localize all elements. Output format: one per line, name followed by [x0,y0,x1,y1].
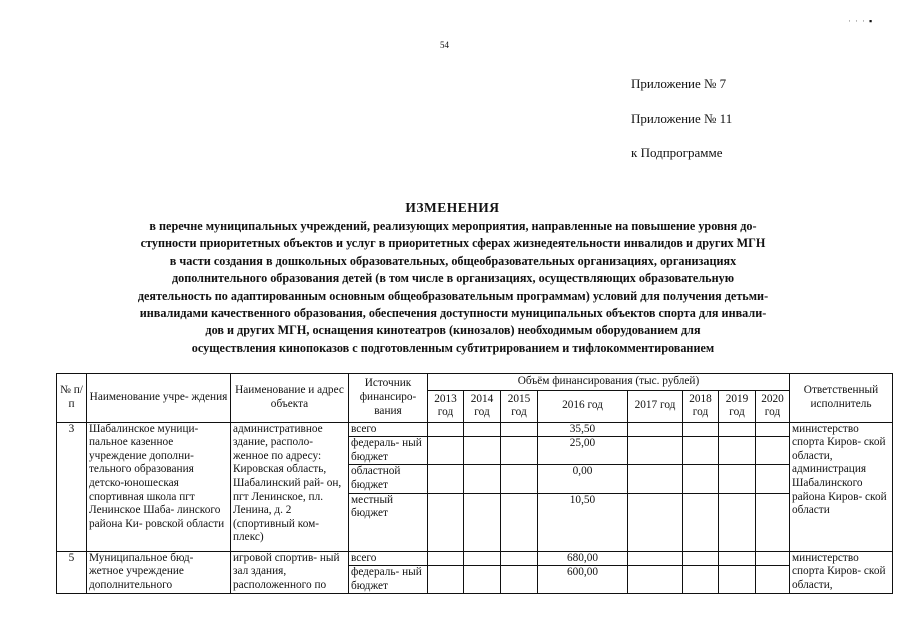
table-row [57,551,893,566]
header-year: 2017 год [628,390,683,422]
scan-dot: · [862,16,869,26]
value-cell: 25,00 [538,437,628,465]
source-name: всего [349,551,428,566]
value-cell [501,551,538,566]
value-cell [628,551,683,566]
value-cell [719,465,756,493]
subtitle-line: деятельность по адаптированным основным общеобразовательным программам) условий для получения детьми- [137,288,769,303]
source-name: федераль- ный бюджет [349,437,428,465]
value-cell [428,551,464,566]
value-cell [683,551,719,566]
value-cell: 0,00 [538,465,628,493]
value-cell [464,437,501,465]
value-cell: 680,00 [538,551,628,566]
row-num: 5 [57,551,87,594]
value-cell [501,566,538,594]
value-cell [683,566,719,594]
header-year: 2018 год [683,390,719,422]
value-cell [683,465,719,493]
header-year: 2020 год [756,390,790,422]
value-cell [756,465,790,493]
value-cell [428,566,464,594]
value-cell [428,493,464,551]
subtitle-line: в части создания в дошкольных образовательных, общеобразовательных организациях, организациях [169,253,737,268]
source-name: всего [349,422,428,437]
value-cell [683,422,719,437]
header-year: 2013 год [428,390,464,422]
value-cell [628,437,683,465]
subtitle-line: осуществления кинопоказов с подготовленным субтитрированием и тифлокомментированием [191,340,715,355]
appendix-line-3: к Подпрограмме [631,145,723,160]
financing-table [56,373,893,594]
value-cell [464,465,501,493]
row-object: игровой спортив- ный зал здания, расположенного по [231,551,349,594]
value-cell [464,422,501,437]
row-institution: Шабалинское муници- пальное казенное учреждение дополни- тельного образования детско-юношеская спортивная школа пгт Ленинское Шаба- линского района Ки- ровской области [87,422,231,551]
subtitle-line: ступности приоритетных объектов и услуг в приоритетных сферах жизнедеятельности инвалидов и других МГН [140,236,766,251]
row-executor: министерство спорта Киров- ской области, [790,551,893,594]
value-cell [501,493,538,551]
header-executor: Ответственный исполнитель [790,374,893,423]
header-year: 2016 год [538,390,628,422]
value-cell [464,493,501,551]
value-cell [464,566,501,594]
value-cell [756,566,790,594]
value-cell [719,551,756,566]
value-cell [628,465,683,493]
value-cell [719,422,756,437]
value-cell [719,566,756,594]
value-cell [428,465,464,493]
header-num: № п/п [57,374,87,423]
document-subtitle [38,218,868,357]
header-year: 2019 год [719,390,756,422]
header-year: 2015 год [501,390,538,422]
value-cell [428,437,464,465]
value-cell [501,422,538,437]
value-cell [756,437,790,465]
value-cell [756,422,790,437]
value-cell [719,437,756,465]
appendix-line-1: Приложение № 7 [631,76,727,91]
value-cell [428,422,464,437]
scan-dot: ▪ [869,16,877,26]
value-cell [683,437,719,465]
value-cell [756,551,790,566]
subtitle-line: дов и других МГН, оснащения кинотеатров (кинозалов) необходимым оборудованием для [205,323,701,338]
header-institution: Наименование учре- ждения [87,374,231,423]
value-cell [628,493,683,551]
scan-dot: · [848,16,855,26]
source-name: областной бюджет [349,465,428,493]
table-row [57,422,893,437]
value-cell [501,437,538,465]
value-cell [628,566,683,594]
value-cell: 35,50 [538,422,628,437]
appendix-line-2: Приложение № 11 [631,111,733,126]
document-title: ИЗМЕНЕНИЯ [405,200,500,215]
value-cell [464,551,501,566]
subtitle-line: инвалидами качественного образования, обеспечения доступности муниципальных объектов спорта для инвали- [139,306,767,321]
header-year: 2014 год [464,390,501,422]
header-object: Наименование и адрес объекта [231,374,349,423]
source-name: местный бюджет [349,493,428,551]
value-cell: 10,50 [538,493,628,551]
value-cell [501,465,538,493]
page-number: 54 [440,40,449,50]
value-cell [719,493,756,551]
subtitle-line: в перечне муниципальных учреждений, реализующих мероприятия, направленные на повышение уровня до- [149,219,757,233]
row-object: административное здание, располо- женное по адресу: Кировская область, Шабалинский рай- он, пгт Ленинское, пл. Ленина, д. 2 (спортивный ком- плекс) [231,422,349,551]
scan-dot: · [855,16,862,26]
value-cell [628,422,683,437]
row-institution: Муниципальное бюд- жетное учреждение дополнительного [87,551,231,594]
row-num: 3 [57,422,87,551]
source-name: федераль- ный бюджет [349,566,428,594]
header-volume: Объём финансирования (тыс. рублей) [428,374,790,391]
value-cell [756,493,790,551]
row-executor: министерство спорта Киров- ской области, администрация Шабалинского района Киров- ской области [790,422,893,551]
header-source: Источник финансиро- вания [349,374,428,423]
value-cell [683,493,719,551]
subtitle-line: дополнительного образования детей (в том числе в организациях, осуществляющих образовательную [171,271,735,286]
value-cell: 600,00 [538,566,628,594]
scan-mark [848,16,876,26]
